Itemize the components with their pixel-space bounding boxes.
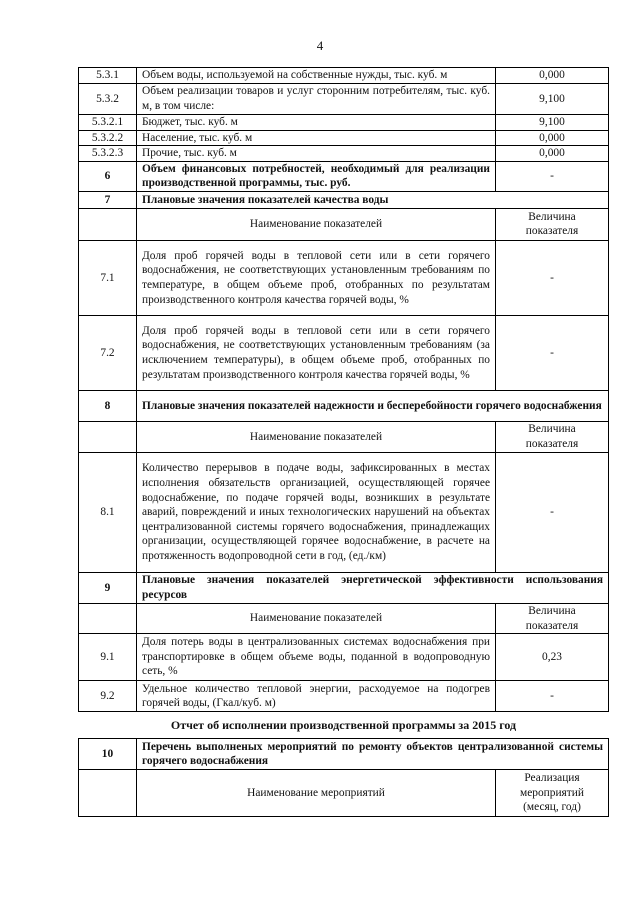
section-row <box>79 191 609 208</box>
row-number: 5.3.1 <box>79 68 137 84</box>
report-heading-row <box>79 712 609 739</box>
column-header-name: Наименование показателей <box>137 208 496 240</box>
section-number: 8 <box>79 390 137 421</box>
column-header-row <box>79 770 609 817</box>
row-value: - <box>496 681 609 712</box>
row-label: Объем воды, используемой на собственные нужды, тыс. куб. м <box>137 68 496 84</box>
row-label: Прочие, тыс. куб. м <box>137 146 496 162</box>
table-row <box>79 452 609 572</box>
production-program-table <box>78 67 609 817</box>
section-row <box>79 739 609 770</box>
section-number: 9 <box>79 572 137 603</box>
column-header-row <box>79 421 609 452</box>
row-number: 5.3.2.3 <box>79 146 137 162</box>
row-label: Доля проб горячей воды в тепловой сети или в сети горячего водоснабжения, не соответствующих установленным требованиям (за исключением температуры), в общем объеме проб, отобранных по результатам производственного контроля качества горячей воды, % <box>137 315 496 390</box>
section-row <box>79 572 609 603</box>
table-row <box>79 68 609 84</box>
section-number: 10 <box>79 739 137 770</box>
row-value: 9,100 <box>496 115 609 131</box>
table-row <box>79 84 609 115</box>
row-number: 8.1 <box>79 452 137 572</box>
report-title: Отчет об исполнении производственной программы за 2015 год <box>170 717 517 732</box>
section-title: Объем финансовых потребностей, необходимый для реализации производственной программы, тыс. руб. <box>137 161 496 191</box>
column-header-name: Наименование показателей <box>137 421 496 452</box>
row-value: - <box>496 452 609 572</box>
row-label: Доля потерь воды в централизованных системах водоснабжения при транспортировке в общем объеме воды, поданной в водопроводную сеть, % <box>137 634 496 681</box>
row-value: 0,000 <box>496 68 609 84</box>
table-row <box>79 681 609 712</box>
row-number: 9.2 <box>79 681 137 712</box>
row-value: 0,000 <box>496 130 609 146</box>
row-value: 0,23 <box>496 634 609 681</box>
section-title: Плановые значения показателей энергетической эффективности использования ресурсов <box>137 572 609 603</box>
row-value: - <box>496 240 609 315</box>
column-header-value: Величина показателя <box>496 421 609 452</box>
row-label: Количество перерывов в подаче воды, зафиксированных в местах исполнения обязательств организацией, осуществляющей горячее водоснабжение, по подаче горячей воды, возникших в результате аварий, повреждений и иных технологических нарушений на объектах централизованной системы горячего водоснабжения, принадлежащих организации, осуществляющей горячее водоснабжение, в расчете на протяженность водопроводной сети в год, (ед./км) <box>137 452 496 572</box>
section-number: 6 <box>79 161 137 191</box>
section-title: Плановые значения показателей надежности и бесперебойности горячего водоснабжения <box>137 390 609 421</box>
column-header-value: Величина показателя <box>496 603 609 633</box>
table-row <box>79 115 609 131</box>
row-label: Доля проб горячей воды в тепловой сети или в сети горячего водоснабжения, не соответствующих установленным требованиям по температуре, в общем объеме проб, отобранных по результатам производственного контроля качества горячей воды, % <box>137 240 496 315</box>
section-row <box>79 390 609 421</box>
row-label: Объем реализации товаров и услуг сторонним потребителям, тыс. куб. м, в том числе: <box>137 84 496 115</box>
column-header-row <box>79 208 609 240</box>
column-header-value: Реализация мероприятий (месяц, год) <box>496 770 609 817</box>
table-row <box>79 146 609 162</box>
table-row <box>79 130 609 146</box>
row-value: - <box>496 161 609 191</box>
table-row <box>79 315 609 390</box>
row-value: - <box>496 315 609 390</box>
column-header-name: Наименование мероприятий <box>137 770 496 817</box>
row-value: 9,100 <box>496 84 609 115</box>
section-title: Плановые значения показателей качества воды <box>137 191 609 208</box>
row-value: 0,000 <box>496 146 609 162</box>
row-number: 7.1 <box>79 240 137 315</box>
table-row <box>79 240 609 315</box>
table-row <box>79 161 609 191</box>
column-header-name: Наименование показателей <box>137 603 496 633</box>
row-number: 5.3.2.1 <box>79 115 137 131</box>
section-title: Перечень выполненых мероприятий по ремонту объектов централизованной системы горячего водоснабжения <box>137 739 609 770</box>
row-number: 9.1 <box>79 634 137 681</box>
page-number: 4 <box>316 38 324 53</box>
section-number: 7 <box>79 191 137 208</box>
column-header-value: Величина показателя <box>496 208 609 240</box>
column-header-row <box>79 603 609 633</box>
row-number: 5.3.2 <box>79 84 137 115</box>
row-number: 5.3.2.2 <box>79 130 137 146</box>
row-label: Удельное количество тепловой энергии, расходуемое на подогрев горячей воды, (Гкал/куб. м) <box>137 681 496 712</box>
row-label: Население, тыс. куб. м <box>137 130 496 146</box>
row-label: Бюджет, тыс. куб. м <box>137 115 496 131</box>
table-row <box>79 634 609 681</box>
row-number: 7.2 <box>79 315 137 390</box>
